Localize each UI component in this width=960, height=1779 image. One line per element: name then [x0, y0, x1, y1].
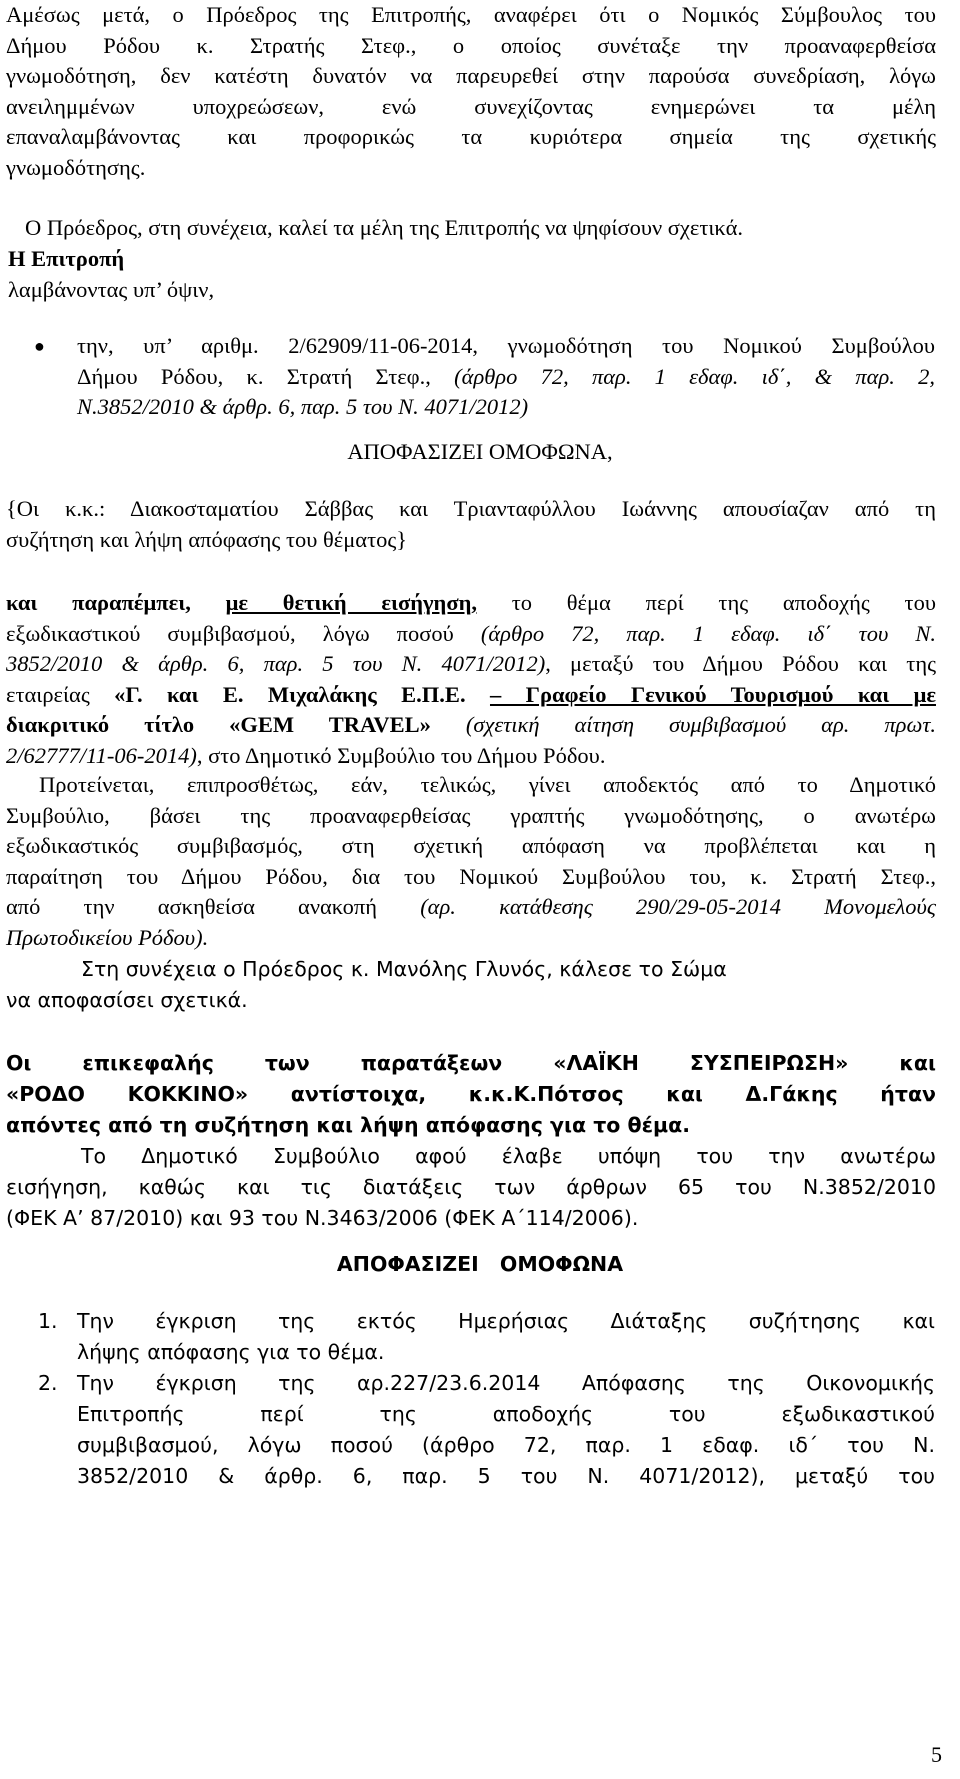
text-line: Αμέσως μετά, ο Πρόεδρος της Επιτροπής, αναφέρει ότι ο Νομικός Σύμβουλος του	[6, 2, 936, 27]
company-title: διακριτικό τίτλο «GEM TRAVEL»	[6, 712, 466, 737]
decision-heading: ΑΠΟΦΑΣΙΖΕΙ ΟΜΟΦΩΝΑ,	[347, 439, 613, 464]
bold-segment: και παραπέμπει,	[6, 590, 226, 615]
italic-reference: (άρθρο 72, παρ. 1 εδαφ. ιδ΄, & παρ. 2,	[454, 363, 935, 389]
list-number: 1.	[38, 1309, 58, 1333]
text-line: Επιτροπής περί της αποδοχής του εξωδικαστικού	[77, 1402, 935, 1426]
text-segment: εταιρείας	[6, 681, 115, 707]
text-segment: εξωδικαστικού συμβιβασμού, λόγω ποσού	[6, 620, 481, 646]
council-paragraph	[6, 1141, 936, 1234]
text-line	[6, 741, 936, 772]
italic-reference: (σχετική αίτηση συμβιβασμού αρ. πρωτ.	[465, 712, 937, 737]
italic-reference: (άρθρο 72, παρ. 1 εδαφ. ιδ΄ του Ν.	[480, 620, 936, 646]
text-line: γνωμοδότησης.	[6, 154, 146, 180]
absent-note	[6, 494, 936, 555]
page-number: 5	[931, 1742, 942, 1767]
faction-heads-paragraph	[6, 1048, 936, 1141]
text-line: {Οι κ.κ.: Διακοσταματίου Σάββας και Τριανταφύλλου Ιωάννης απουσίαζαν από τη	[6, 496, 936, 521]
text-line: ανειλημμένων υποχρεώσεων, ενώ συνεχίζοντας ενημερώνει τα μέλη	[6, 93, 936, 119]
bullet-icon: ●	[34, 336, 45, 356]
text-line	[6, 680, 936, 711]
list-item	[77, 1306, 935, 1368]
text-segment: , στο Δημοτικό Συμβούλιο του Δήμου Ρόδου.	[196, 742, 606, 768]
text-line: Συμβούλιο, βάσει της προαναφερθείσας γραπτής γνωμοδότησης, ο ανωτέρω	[6, 802, 936, 828]
italic-reference: 2/62777/11-06-2014)	[6, 742, 197, 768]
text-line: να αποφασίσει σχετικά.	[6, 988, 248, 1012]
text-line: Την έγκριση της εκτός Ημερήσιας Διάταξης συζήτησης και	[77, 1309, 935, 1333]
text-line: απόντες από τη συζήτηση και λήψη απόφασης για το θέμα.	[6, 1113, 690, 1137]
text-line: (ΦΕΚ Α’ 87/2010) και 93 του Ν.3463/2006 (ΦΕΚ Α΄114/2006).	[6, 1206, 639, 1230]
text-line: Στη συνέχεια ο Πρόεδρος κ. Μανόλης Γλυνός, κάλεσε το Σώμα	[81, 957, 727, 981]
text-line: Ν.3852/2010 & άρθρ. 6, παρ. 5 του Ν. 4071/2012)	[77, 394, 529, 419]
proposal-paragraph	[6, 770, 936, 953]
list-item	[77, 1368, 935, 1492]
considering-line: λαμβάνοντας υπ’ όψιν,	[8, 277, 215, 302]
text-line: συζήτηση και λήψη απόφασης του θέματος}	[6, 526, 408, 552]
text-line: γνωμοδότηση, δεν κατέστη δυνατόν να παρευρεθεί στην παρούσα συνεδρίαση, λόγω	[6, 63, 936, 88]
text-segment: το θέμα περί της αποδοχής του	[476, 590, 936, 615]
vote-call-paragraph: Ο Πρόεδρος, στη συνέχεια, καλεί τα μέλη της Επιτροπής να ψηφίσουν σχετικά.	[25, 215, 743, 240]
text-line: Οι επικεφαλής των παρατάξεων «ΛΑΪΚΗ ΣΥΣΠΕΙΡΩΣΗ» και	[6, 1051, 936, 1075]
committee-heading: Η Επιτροπή	[8, 246, 125, 271]
decision-heading-2: ΑΠΟΦΑΣΙΖΕΙ ΟΜΟΦΩΝΑ	[336, 1252, 624, 1276]
referral-paragraph	[6, 588, 936, 771]
text-line: παραίτηση του Δήμου Ρόδου, δια του Νομικού Συμβούλου του, κ. Στρατή Στεφ.,	[6, 863, 936, 889]
text-line: Δήμου Ρόδου κ. Στρατής Στεφ., ο οποίος συνέταξε την προαναφερθείσα	[6, 32, 936, 58]
italic-reference: (αρ. κατάθεσης 290/29-05-2014 Μονομελούς	[420, 894, 936, 919]
text-segment: Δήμου Ρόδου, κ. Στρατή Στεφ.,	[77, 363, 455, 389]
text-line: συμβιβασμού, λόγω ποσού (άρθρο 72, παρ. 1 εδαφ. ιδ΄ του Ν.	[77, 1433, 935, 1457]
text-line	[6, 892, 936, 923]
text-segment: , μεταξύ του Δήμου Ρόδου και της	[545, 651, 936, 676]
underlined-segment: με θετική εισήγηση,	[225, 590, 477, 615]
text-segment: από την ασκηθείσα ανακοπή	[6, 894, 421, 919]
italic-reference: 3852/2010 & άρθρ. 6, παρ. 5 του Ν. 4071/2012)	[6, 651, 546, 676]
text-line: Πρωτοδικείου Ρόδου).	[6, 924, 209, 950]
text-line: λήψης απόφασης για το θέμα.	[77, 1340, 385, 1364]
text-line	[6, 649, 936, 680]
text-line: την, υπ’ αριθμ. 2/62909/11-06-2014, γνωμοδότηση του Νομικού Συμβούλου	[77, 333, 935, 358]
company-description: – Γραφείο Γενικού Τουρισμού και με	[489, 681, 936, 707]
text-line	[6, 710, 936, 741]
chairman-call-paragraph	[6, 954, 936, 1016]
text-line: «ΡΟΔΟ ΚΟΚΚΙΝΟ» αντίστοιχα, κ.κ.Κ.Πότσος και Δ.Γάκης ήταν	[6, 1082, 936, 1106]
company-name: «Γ. και Ε. Μιχαλάκης Ε.Π.Ε.	[114, 681, 490, 707]
text-line: εισήγηση, καθώς και τις διατάξεις των άρθρων 65 του Ν.3852/2010	[6, 1175, 936, 1199]
text-line	[6, 588, 936, 619]
text-line: 3852/2010 & άρθρ. 6, παρ. 5 του Ν. 4071/2012), μεταξύ του	[77, 1464, 935, 1488]
list-number: 2.	[38, 1371, 58, 1395]
intro-paragraph	[6, 0, 936, 183]
text-line: Το Δημοτικό Συμβούλιο αφού έλαβε υπόψη του την ανωτέρω	[81, 1144, 936, 1168]
text-line	[6, 619, 936, 650]
text-line: Την έγκριση της αρ.227/23.6.2014 Απόφασης της Οικονομικής	[77, 1371, 935, 1395]
text-line: επαναλαμβάνοντας και προφορικώς τα κυριότερα σημεία της σχετικής	[6, 124, 936, 149]
text-line: εξωδικαστικός συμβιβασμός, στη σχετική απόφαση να προβλέπεται και η	[6, 833, 936, 858]
text-line	[77, 362, 935, 393]
bullet-item	[77, 331, 935, 423]
text-line: Προτείνεται, επιπροσθέτως, εάν, τελικώς, γίνει αποδεκτός από το Δημοτικό	[39, 772, 936, 797]
